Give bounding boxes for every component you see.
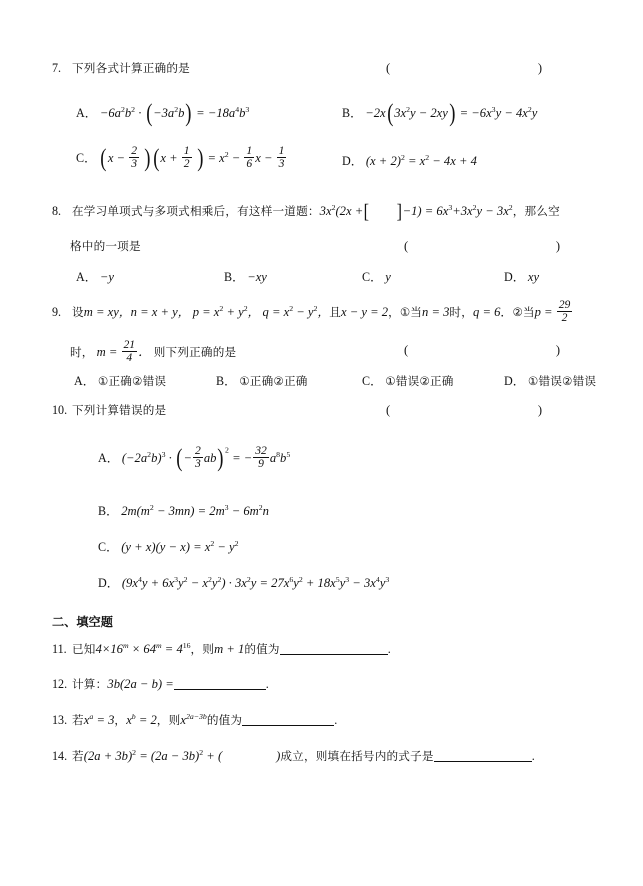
question-9-line2-prefix: 时， [70, 344, 94, 359]
fill-14-answer-blank[interactable] [434, 761, 532, 762]
question-10-option-d[interactable] [98, 574, 389, 591]
question-8-options [52, 268, 608, 292]
question-10-options [52, 440, 622, 590]
option-a-label: A． [74, 374, 95, 388]
fill-11-math: $4\times 16^m \times 64^m = 4^{16}$ [95, 640, 191, 656]
fill-14-number: 14. [52, 749, 68, 763]
question-7-answer-paren: ( ) [386, 61, 564, 75]
question-10-answer-paren: ( ) [386, 403, 564, 417]
option-d-label: D． [504, 374, 525, 388]
option-c-label: C． [76, 150, 97, 165]
question-10-option-c[interactable] [98, 538, 239, 555]
option-b-math: $2m(m^2 - 3mn) = 2m^3 - 6m^2n$ [121, 502, 269, 518]
option-a-math: $(-2a^2b)^3$ · (− $\frac{2}{3}$ ab)$^2$ = − $\frac{32}{9}$ $a^8b^5$ [121, 443, 291, 473]
fill-13-answer-blank[interactable] [242, 725, 334, 726]
question-8-number: 8. [52, 204, 62, 218]
question-7-number: 7. [52, 61, 62, 75]
question-9-options [52, 372, 622, 396]
fill-11-middle: 则 [202, 642, 215, 656]
fill-12-period: . [265, 677, 269, 691]
question-8-line2 [70, 240, 608, 253]
question-8-option-a[interactable] [76, 268, 114, 285]
question-8-stem-tail: ，那么空 [512, 204, 560, 218]
fill-12-math: 3b(2a − b) = [107, 677, 174, 691]
fill-14-period: . [531, 749, 535, 763]
option-c-math: $(y + x)(y - x) = x^2 - y^2$ [121, 538, 239, 554]
fill-13-math: $x^a = 3$ [83, 711, 115, 727]
fill-item-14 [52, 747, 622, 763]
question-9-answer-paren: ( ) [404, 343, 582, 357]
question-7-option-a[interactable] [76, 98, 250, 128]
fill-11-period: . [387, 642, 391, 656]
fill-12-prefix: 计算： [72, 677, 108, 691]
option-c-math: (x − $\frac{2}{3}$ )(x + $\frac{1}{2}$ ) = $x^2$ − $\frac{1}{6}$ x − $\frac{1}{3}$ [100, 143, 285, 173]
option-c-math: y [385, 270, 391, 284]
option-b-math: $-2x(3x^2y - 2xy) = -6x^3y - 4x^2y$ [365, 98, 538, 128]
claim-1-marker: ① [399, 304, 411, 319]
question-9-line2 [70, 337, 608, 366]
question-9-definitions: m = xy，n = x + y， $p = x^2 + y^2$， $q = x^2 - y^2$， [83, 303, 330, 319]
fill-14-math: $(2a + 3b)^2 = (2a - 3b)^2$ + ( ) [83, 747, 281, 763]
fill-12-answer-blank[interactable] [174, 689, 266, 690]
question-9-condition: 且 [329, 304, 342, 319]
option-a-math: $-6a^2b^2 \cdot (-3a^2b) = -18a^4b^3$ [99, 98, 250, 128]
question-7 [52, 62, 608, 75]
option-a-math: ①正确②错误 [97, 374, 167, 388]
option-b-math: ①正确②正确 [239, 374, 308, 388]
question-10-option-b[interactable] [98, 502, 269, 519]
question-9-line2-math: m = $\frac{21}{4}$ ． [96, 337, 151, 365]
question-9: 9. 设m = xy，n = x + y， $p = x^2 + y^2$， $q = x^2 - y^2$，且x − y = 2，①当n = 3时，q = 6．②当p = $\frac{29}{2}$ [52, 297, 571, 325]
question-9-option-b[interactable] [216, 372, 308, 389]
fill-14-prefix: 若 [72, 749, 84, 763]
question-7-options [52, 98, 608, 184]
question-9-option-c[interactable] [362, 372, 454, 389]
claim-2-marker: ② [512, 304, 523, 319]
option-d-math: ①错误②错误 [527, 374, 597, 388]
question-8-answer-paren: ( ) [404, 239, 582, 253]
question-9-condition-math: x − y = 2 [341, 304, 389, 319]
question-9-option-d[interactable] [504, 372, 596, 389]
fill-13-period: . [334, 713, 338, 727]
question-9-stem-prefix: 设 [72, 304, 84, 319]
option-d-label: D． [98, 576, 119, 590]
question-9-number: 9. [52, 304, 62, 319]
question-10-stem: 下列计算错误的是 [72, 403, 167, 417]
option-b-label: B． [216, 374, 237, 388]
question-10 [52, 404, 608, 417]
fill-13-number: 13. [52, 713, 68, 727]
question-9-line2-tail: 则下列正确的是 [153, 344, 237, 359]
option-a-label: A． [76, 270, 97, 284]
fill-11-number: 11. [52, 642, 67, 656]
option-d-math: $(9x^4y + 6x^3y^2 - x^2y^2) \cdot 3x^2y = 27x^6y^2 + 18x^5y^3 - 3x^4y^3$ [121, 574, 390, 590]
option-c-label: C． [362, 374, 383, 388]
fill-item-11: 11. 已知$4\times 16^m \times 64^m = 4^{16}$，则m + 1的值为 . [52, 640, 391, 656]
fill-13-prefix: 若 [72, 713, 84, 727]
fill-item-12 [52, 678, 608, 691]
fill-11-answer-blank[interactable] [280, 654, 388, 655]
fill-item-13: 13. 若$x^a = 3$，$x^b = 2$，则$x^{2a-3b}$的值为 . [52, 711, 338, 727]
question-10-number: 10. [52, 403, 68, 417]
fill-11-prefix: 已知 [72, 642, 96, 656]
question-8-option-c[interactable] [362, 268, 391, 285]
question-8-stem-line2: 格中的一项是 [70, 239, 141, 253]
option-d-math: $(x + 2)^2 = x^2 - 4x + 4$ [365, 152, 477, 168]
question-8-option-b[interactable] [224, 268, 267, 285]
option-d-label: D． [342, 154, 363, 168]
question-7-stem: 下列各式计算正确的是 [72, 61, 190, 75]
question-8-stem-line1: 在学习单项式与多项式相乘后，有这样一道题： [72, 204, 320, 218]
question-10-option-a[interactable] [98, 443, 291, 473]
option-c-math: ①错误②正确 [385, 374, 454, 388]
option-a-math: −y [99, 270, 114, 284]
question-7-option-c[interactable] [76, 143, 287, 173]
option-b-label: B． [342, 106, 363, 120]
option-a-label: A． [76, 106, 97, 120]
question-9-option-a[interactable] [74, 372, 166, 389]
section-2-title: 二、填空题 [52, 615, 113, 629]
option-c-label: C． [98, 540, 119, 554]
option-c-label: C． [362, 270, 383, 284]
question-8-stem-math: $3x^2(2x$ +[ ]$-1) = 6x^3+3x^2y - 3x^2$ [319, 201, 513, 224]
option-b-math: −xy [247, 270, 267, 284]
option-b-label: B． [98, 504, 119, 518]
option-b-label: B． [224, 270, 245, 284]
option-d-math: xy [527, 270, 540, 284]
question-8-option-d[interactable] [504, 268, 539, 285]
fill-12-number: 12. [52, 677, 68, 691]
question-7-option-b[interactable] [342, 98, 538, 128]
question-7-option-d[interactable] [342, 152, 477, 169]
fill-14-tail: 成立，则填在括号内的式子是 [280, 749, 434, 763]
option-d-label: D． [504, 270, 525, 284]
option-a-label: A． [98, 450, 119, 465]
question-8 [52, 201, 622, 224]
